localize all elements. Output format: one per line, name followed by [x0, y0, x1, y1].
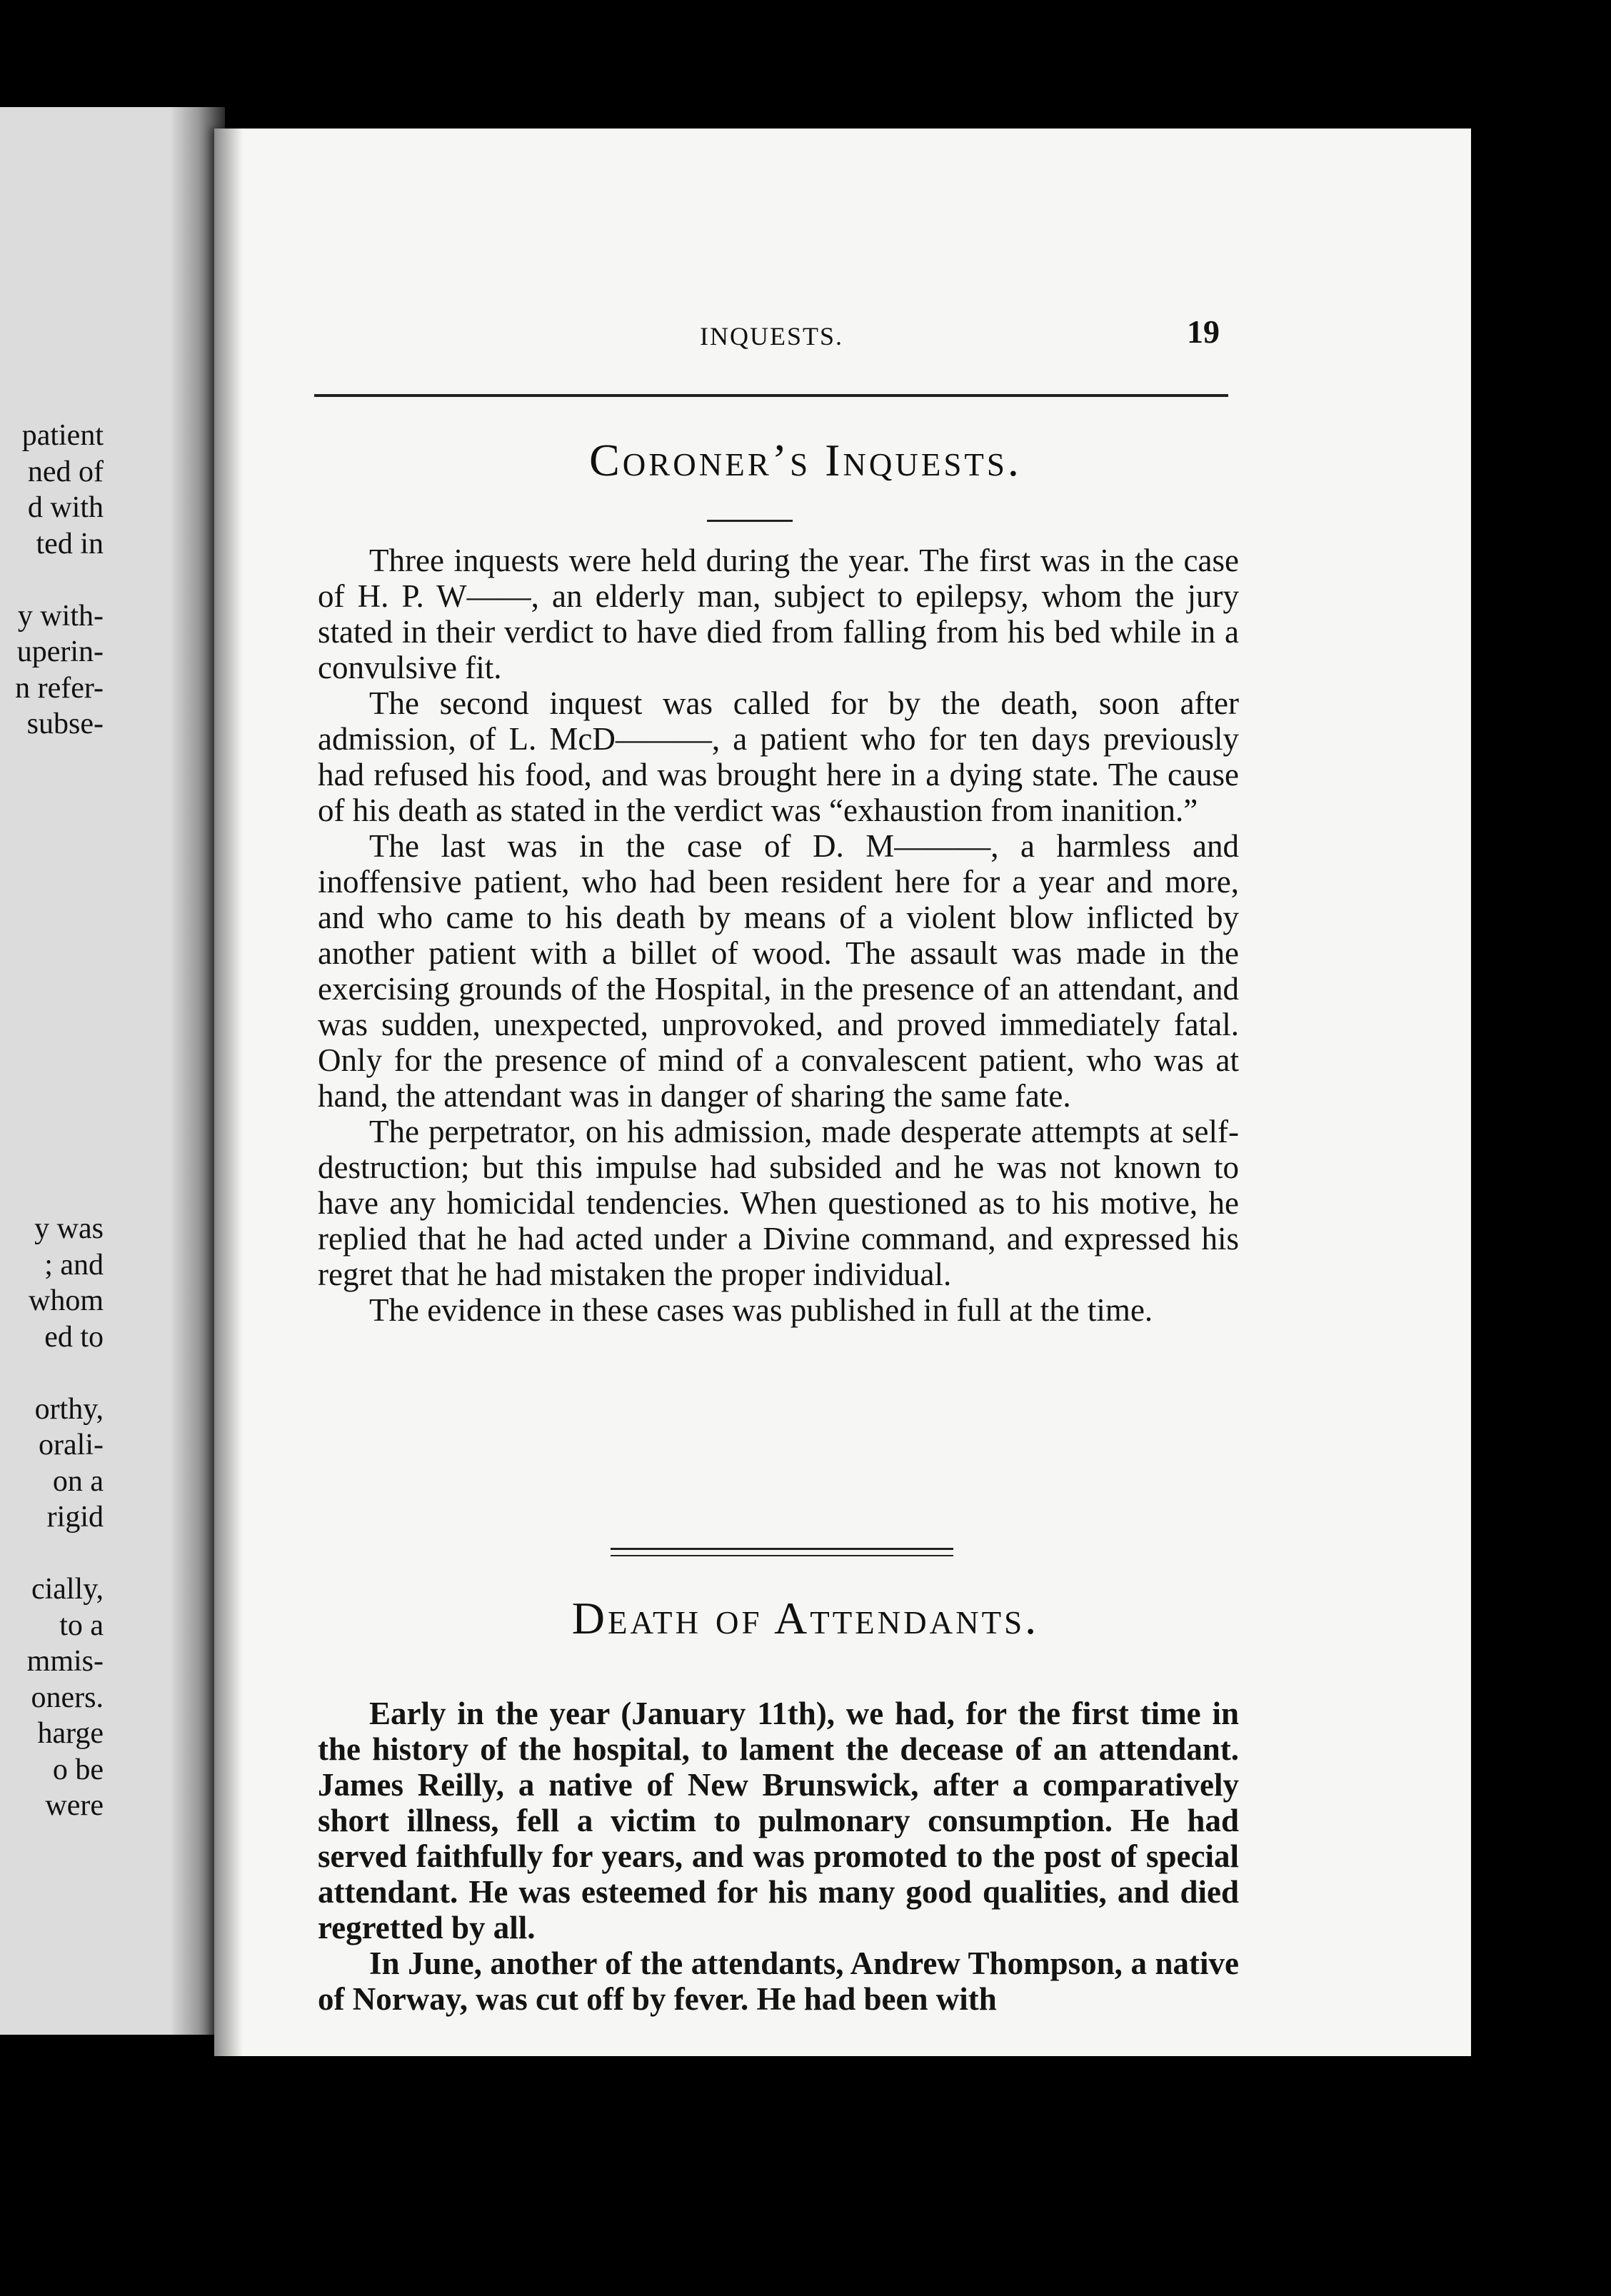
paragraph: The last was in the case of D. M———, a harmless and inoffensive patient, who had been resident here for a year and more, and who came to his death by means of a violent blow inflicted by another patient with a billet of wood. The assault was made in the exercising grounds of the Hospital, in the presence of an attendant, and was sudden, unexpected, unprovoked, and proved immediately fatal. Only for the presence of mind of a convalescent patient, who was at hand, the attendant was in danger of sharing the same fate. [318, 828, 1239, 1114]
left-page-line [0, 1031, 104, 1067]
section-heading-death-of-attendants: Death of Attendants. [571, 1593, 1040, 1643]
left-page-line: orali- [39, 1429, 104, 1461]
left-page-line: patient [21, 419, 104, 452]
left-page-line: subse- [26, 708, 104, 740]
left-page-line [0, 1067, 104, 1103]
heading-rule [707, 520, 793, 522]
paragraph: Early in the year (January 11th), we had, for the first time in the history of the hospital, to lament the decease of an attendant. James Reilly, a native of New Brunswick, after a comparatively short illness, fell a victim to pulmonary consumption. He had served faithfully for years, and was promoted to the post of special attendant. He was esteemed for his many good qualities, and died regretted by all. [318, 1696, 1239, 1945]
section-body-inquests [318, 543, 1239, 1328]
left-page-line [0, 815, 104, 851]
left-page-line: n refer- [15, 671, 104, 705]
left-page-line [0, 778, 104, 815]
paragraph: The evidence in these cases was published in full at the time. [369, 1292, 1153, 1328]
left-page-line: ; and [44, 1248, 104, 1282]
left-page-line: whom [29, 1284, 104, 1317]
left-page-line [0, 959, 104, 995]
left-page-line: orthy, [34, 1392, 104, 1426]
left-page-line: ted in [36, 527, 104, 560]
left-page-line [0, 562, 104, 598]
section-body-attendants [318, 1696, 1239, 2017]
left-page-line [0, 1175, 104, 1212]
left-page-line: harge [37, 1717, 104, 1750]
left-page-line: ed to [44, 1320, 104, 1354]
left-page-line: y with- [17, 599, 104, 633]
section-divider-rule [611, 1555, 953, 1556]
page-shadow [214, 129, 243, 2056]
left-page-line: were [45, 1789, 104, 1822]
left-page-line: cially, [31, 1573, 104, 1606]
left-page-line [0, 1139, 104, 1175]
left-page-line [0, 922, 104, 959]
page-number: 19 [1187, 313, 1220, 350]
left-page-line: mmis- [26, 1645, 104, 1678]
left-page-line: uperin- [16, 635, 104, 668]
left-page-line: on a [52, 1464, 104, 1498]
header-rule [314, 394, 1228, 397]
left-page-line: oners. [31, 1681, 104, 1714]
left-page-line [0, 1355, 104, 1391]
left-page-line: d with [27, 491, 104, 524]
paragraph: In June, another of the attendants, Andrew Thompson, a native of Norway, was cut off by fever. He had been with [318, 1945, 1239, 2017]
paragraph: The perpetrator, on his admission, made desperate attempts at self-destruction; but this impulse had subsided and he was not known to have any homicidal tendencies. When questioned as to his motive, he replied that he had acted under a Divine command, and expressed his regret that he had mistaken the proper individual. [318, 1114, 1239, 1292]
left-page-line [0, 995, 104, 1031]
section-heading-coroners-inquests: Coroner’s Inquests. [589, 435, 1022, 485]
left-page-line [0, 742, 104, 779]
left-page-line: to a [59, 1608, 104, 1642]
section-divider-rule [611, 1548, 953, 1550]
paragraph: The second inquest was called for by the death, soon after admission, of L. McD———, a patient who for ten days previously had refused his food, and was brought here in a dying state. The cause of his death as stated in the verdict was “exhaustion from inanition.” [318, 685, 1239, 828]
left-page-line [0, 1536, 104, 1572]
paragraph: Three inquests were held during the year. The first was in the case of H. P. W——, an elderly man, subject to epilepsy, whom the jury stated in their verdict to have died from falling from his bed while in a convulsive fit. [318, 543, 1239, 685]
left-page-line: rigid [46, 1501, 104, 1534]
left-page-line [0, 850, 104, 887]
left-page-line: y was [34, 1212, 104, 1245]
left-page-line: o be [52, 1753, 104, 1786]
left-page-line [0, 887, 104, 923]
running-head: INQUESTS. [700, 322, 844, 351]
left-page-line: ned of [27, 455, 104, 488]
left-page-line [0, 1103, 104, 1139]
